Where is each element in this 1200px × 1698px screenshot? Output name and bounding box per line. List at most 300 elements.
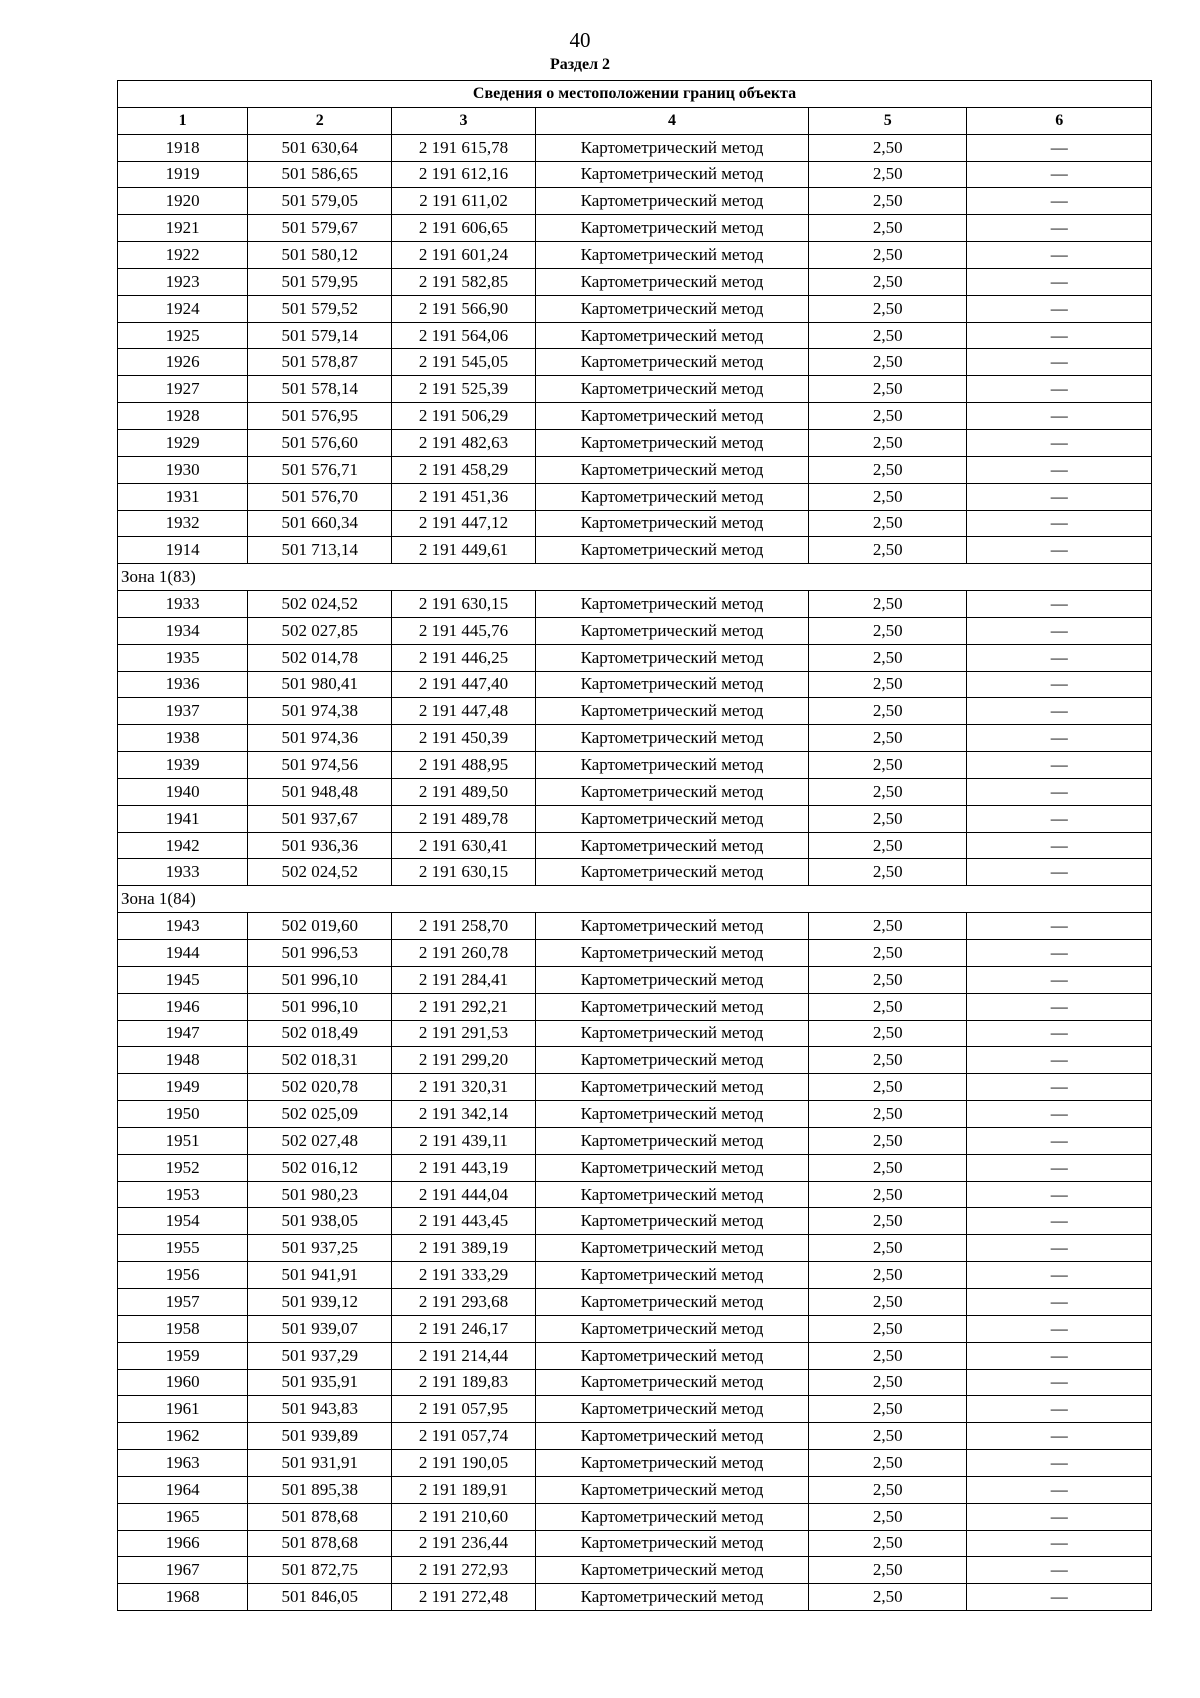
method-cell: Картометрический метод bbox=[535, 1450, 808, 1477]
description-cell: — bbox=[967, 1047, 1152, 1074]
point-number-cell: 1920 bbox=[118, 188, 248, 215]
method-cell: Картометрический метод bbox=[535, 403, 808, 430]
point-number-cell: 1922 bbox=[118, 242, 248, 269]
accuracy-cell: 2,50 bbox=[809, 215, 967, 242]
accuracy-cell: 2,50 bbox=[809, 1127, 967, 1154]
zone-label: Зона 1(84) bbox=[118, 886, 1152, 913]
x-coordinate-cell: 501 586,65 bbox=[248, 161, 392, 188]
x-coordinate-cell: 502 027,85 bbox=[248, 617, 392, 644]
accuracy-cell: 2,50 bbox=[809, 805, 967, 832]
method-cell: Картометрический метод bbox=[535, 591, 808, 618]
point-number-cell: 1933 bbox=[118, 591, 248, 618]
column-header: 4 bbox=[535, 107, 808, 134]
y-coordinate-cell: 2 191 447,12 bbox=[392, 510, 536, 537]
method-cell: Картометрический метод bbox=[535, 778, 808, 805]
accuracy-cell: 2,50 bbox=[809, 617, 967, 644]
accuracy-cell: 2,50 bbox=[809, 778, 967, 805]
accuracy-cell: 2,50 bbox=[809, 1396, 967, 1423]
description-cell: — bbox=[967, 1450, 1152, 1477]
method-cell: Картометрический метод bbox=[535, 966, 808, 993]
method-cell: Картометрический метод bbox=[535, 1181, 808, 1208]
description-cell: — bbox=[967, 1181, 1152, 1208]
table-row bbox=[118, 376, 1152, 403]
x-coordinate-cell: 501 580,12 bbox=[248, 242, 392, 269]
method-cell: Картометрический метод bbox=[535, 725, 808, 752]
x-coordinate-cell: 501 939,07 bbox=[248, 1315, 392, 1342]
accuracy-cell: 2,50 bbox=[809, 1181, 967, 1208]
method-cell: Картометрический метод bbox=[535, 671, 808, 698]
y-coordinate-cell: 2 191 445,76 bbox=[392, 617, 536, 644]
method-cell: Картометрический метод bbox=[535, 1423, 808, 1450]
method-cell: Картометрический метод bbox=[535, 1396, 808, 1423]
table-row bbox=[118, 1530, 1152, 1557]
table-row bbox=[118, 1074, 1152, 1101]
y-coordinate-cell: 2 191 189,91 bbox=[392, 1476, 536, 1503]
y-coordinate-cell: 2 191 488,95 bbox=[392, 752, 536, 779]
point-number-cell: 1956 bbox=[118, 1262, 248, 1289]
description-cell: — bbox=[967, 268, 1152, 295]
description-cell: — bbox=[967, 403, 1152, 430]
method-cell: Картометрический метод bbox=[535, 805, 808, 832]
x-coordinate-cell: 501 579,95 bbox=[248, 268, 392, 295]
y-coordinate-cell: 2 191 260,78 bbox=[392, 940, 536, 967]
table-row bbox=[118, 725, 1152, 752]
description-cell: — bbox=[967, 698, 1152, 725]
description-cell: — bbox=[967, 1503, 1152, 1530]
point-number-cell: 1924 bbox=[118, 295, 248, 322]
method-cell: Картометрический метод bbox=[535, 832, 808, 859]
y-coordinate-cell: 2 191 272,48 bbox=[392, 1584, 536, 1611]
accuracy-cell: 2,50 bbox=[809, 993, 967, 1020]
accuracy-cell: 2,50 bbox=[809, 752, 967, 779]
description-cell: — bbox=[967, 215, 1152, 242]
accuracy-cell: 2,50 bbox=[809, 295, 967, 322]
table-row bbox=[118, 483, 1152, 510]
table-row bbox=[118, 1557, 1152, 1584]
x-coordinate-cell: 501 974,56 bbox=[248, 752, 392, 779]
y-coordinate-cell: 2 191 291,53 bbox=[392, 1020, 536, 1047]
point-number-cell: 1951 bbox=[118, 1127, 248, 1154]
description-cell: — bbox=[967, 376, 1152, 403]
point-number-cell: 1959 bbox=[118, 1342, 248, 1369]
method-cell: Картометрический метод bbox=[535, 1530, 808, 1557]
description-cell: — bbox=[967, 832, 1152, 859]
point-number-cell: 1937 bbox=[118, 698, 248, 725]
description-cell: — bbox=[967, 993, 1152, 1020]
method-cell: Картометрический метод bbox=[535, 1369, 808, 1396]
point-number-cell: 1941 bbox=[118, 805, 248, 832]
x-coordinate-cell: 502 018,31 bbox=[248, 1047, 392, 1074]
accuracy-cell: 2,50 bbox=[809, 859, 967, 886]
description-cell: — bbox=[967, 1020, 1152, 1047]
method-cell: Картометрический метод bbox=[535, 617, 808, 644]
method-cell: Картометрический метод bbox=[535, 1154, 808, 1181]
x-coordinate-cell: 501 943,83 bbox=[248, 1396, 392, 1423]
y-coordinate-cell: 2 191 210,60 bbox=[392, 1503, 536, 1530]
description-cell: — bbox=[967, 322, 1152, 349]
y-coordinate-cell: 2 191 293,68 bbox=[392, 1288, 536, 1315]
point-number-cell: 1928 bbox=[118, 403, 248, 430]
x-coordinate-cell: 501 878,68 bbox=[248, 1530, 392, 1557]
y-coordinate-cell: 2 191 449,61 bbox=[392, 537, 536, 564]
x-coordinate-cell: 501 578,87 bbox=[248, 349, 392, 376]
y-coordinate-cell: 2 191 606,65 bbox=[392, 215, 536, 242]
table-row bbox=[118, 752, 1152, 779]
point-number-cell: 1963 bbox=[118, 1450, 248, 1477]
point-number-cell: 1923 bbox=[118, 268, 248, 295]
x-coordinate-cell: 501 938,05 bbox=[248, 1208, 392, 1235]
point-number-cell: 1968 bbox=[118, 1584, 248, 1611]
section-title: Раздел 2 bbox=[549, 56, 611, 73]
accuracy-cell: 2,50 bbox=[809, 456, 967, 483]
accuracy-cell: 2,50 bbox=[809, 1262, 967, 1289]
accuracy-cell: 2,50 bbox=[809, 1450, 967, 1477]
y-coordinate-cell: 2 191 246,17 bbox=[392, 1315, 536, 1342]
table-row bbox=[118, 456, 1152, 483]
y-coordinate-cell: 2 191 506,29 bbox=[392, 403, 536, 430]
description-cell: — bbox=[967, 1423, 1152, 1450]
point-number-cell: 1954 bbox=[118, 1208, 248, 1235]
x-coordinate-cell: 501 996,10 bbox=[248, 993, 392, 1020]
description-cell: — bbox=[967, 537, 1152, 564]
method-cell: Картометрический метод bbox=[535, 322, 808, 349]
y-coordinate-cell: 2 191 057,95 bbox=[392, 1396, 536, 1423]
x-coordinate-cell: 502 024,52 bbox=[248, 591, 392, 618]
description-cell: — bbox=[967, 1396, 1152, 1423]
x-coordinate-cell: 501 935,91 bbox=[248, 1369, 392, 1396]
point-number-cell: 1942 bbox=[118, 832, 248, 859]
y-coordinate-cell: 2 191 630,41 bbox=[392, 832, 536, 859]
y-coordinate-cell: 2 191 284,41 bbox=[392, 966, 536, 993]
y-coordinate-cell: 2 191 545,05 bbox=[392, 349, 536, 376]
column-header: 2 bbox=[248, 107, 392, 134]
table-row bbox=[118, 617, 1152, 644]
point-number-cell: 1927 bbox=[118, 376, 248, 403]
description-cell: — bbox=[967, 859, 1152, 886]
method-cell: Картометрический метод bbox=[535, 510, 808, 537]
x-coordinate-cell: 501 996,53 bbox=[248, 940, 392, 967]
accuracy-cell: 2,50 bbox=[809, 1557, 967, 1584]
accuracy-cell: 2,50 bbox=[809, 698, 967, 725]
accuracy-cell: 2,50 bbox=[809, 134, 967, 161]
y-coordinate-cell: 2 191 482,63 bbox=[392, 429, 536, 456]
x-coordinate-cell: 501 579,52 bbox=[248, 295, 392, 322]
x-coordinate-cell: 502 025,09 bbox=[248, 1101, 392, 1128]
method-cell: Картометрический метод bbox=[535, 456, 808, 483]
column-header-row bbox=[118, 107, 1152, 134]
table-row bbox=[118, 1262, 1152, 1289]
y-coordinate-cell: 2 191 299,20 bbox=[392, 1047, 536, 1074]
accuracy-cell: 2,50 bbox=[809, 376, 967, 403]
point-number-cell: 1925 bbox=[118, 322, 248, 349]
method-cell: Картометрический метод bbox=[535, 134, 808, 161]
y-coordinate-cell: 2 191 190,05 bbox=[392, 1450, 536, 1477]
x-coordinate-cell: 502 014,78 bbox=[248, 644, 392, 671]
x-coordinate-cell: 501 660,34 bbox=[248, 510, 392, 537]
point-number-cell: 1929 bbox=[118, 429, 248, 456]
table-row bbox=[118, 295, 1152, 322]
description-cell: — bbox=[967, 456, 1152, 483]
method-cell: Картометрический метод bbox=[535, 1074, 808, 1101]
x-coordinate-cell: 501 846,05 bbox=[248, 1584, 392, 1611]
accuracy-cell: 2,50 bbox=[809, 537, 967, 564]
description-cell: — bbox=[967, 1288, 1152, 1315]
method-cell: Картометрический метод bbox=[535, 188, 808, 215]
y-coordinate-cell: 2 191 292,21 bbox=[392, 993, 536, 1020]
y-coordinate-cell: 2 191 444,04 bbox=[392, 1181, 536, 1208]
accuracy-cell: 2,50 bbox=[809, 644, 967, 671]
point-number-cell: 1967 bbox=[118, 1557, 248, 1584]
description-cell: — bbox=[967, 644, 1152, 671]
point-number-cell: 1919 bbox=[118, 161, 248, 188]
point-number-cell: 1964 bbox=[118, 1476, 248, 1503]
method-cell: Картометрический метод bbox=[535, 161, 808, 188]
x-coordinate-cell: 501 576,95 bbox=[248, 403, 392, 430]
method-cell: Картометрический метод bbox=[535, 752, 808, 779]
x-coordinate-cell: 501 980,41 bbox=[248, 671, 392, 698]
point-number-cell: 1926 bbox=[118, 349, 248, 376]
accuracy-cell: 2,50 bbox=[809, 1047, 967, 1074]
x-coordinate-cell: 501 872,75 bbox=[248, 1557, 392, 1584]
accuracy-cell: 2,50 bbox=[809, 725, 967, 752]
point-number-cell: 1966 bbox=[118, 1530, 248, 1557]
table-row bbox=[118, 805, 1152, 832]
y-coordinate-cell: 2 191 342,14 bbox=[392, 1101, 536, 1128]
point-number-cell: 1955 bbox=[118, 1235, 248, 1262]
point-number-cell: 1948 bbox=[118, 1047, 248, 1074]
table-row bbox=[118, 1584, 1152, 1611]
point-number-cell: 1933 bbox=[118, 859, 248, 886]
method-cell: Картометрический метод bbox=[535, 1235, 808, 1262]
x-coordinate-cell: 501 579,05 bbox=[248, 188, 392, 215]
table-row bbox=[118, 134, 1152, 161]
y-coordinate-cell: 2 191 564,06 bbox=[392, 322, 536, 349]
method-cell: Картометрический метод bbox=[535, 859, 808, 886]
description-cell: — bbox=[967, 1235, 1152, 1262]
x-coordinate-cell: 502 020,78 bbox=[248, 1074, 392, 1101]
x-coordinate-cell: 501 974,36 bbox=[248, 725, 392, 752]
accuracy-cell: 2,50 bbox=[809, 1235, 967, 1262]
table-row bbox=[118, 510, 1152, 537]
table-row bbox=[118, 966, 1152, 993]
accuracy-cell: 2,50 bbox=[809, 161, 967, 188]
description-cell: — bbox=[967, 1369, 1152, 1396]
accuracy-cell: 2,50 bbox=[809, 1369, 967, 1396]
y-coordinate-cell: 2 191 630,15 bbox=[392, 591, 536, 618]
accuracy-cell: 2,50 bbox=[809, 1530, 967, 1557]
method-cell: Картометрический метод bbox=[535, 376, 808, 403]
table-row bbox=[118, 1020, 1152, 1047]
method-cell: Картометрический метод bbox=[535, 1208, 808, 1235]
method-cell: Картометрический метод bbox=[535, 1584, 808, 1611]
point-number-cell: 1950 bbox=[118, 1101, 248, 1128]
x-coordinate-cell: 501 939,89 bbox=[248, 1423, 392, 1450]
point-number-cell: 1931 bbox=[118, 483, 248, 510]
description-cell: — bbox=[967, 940, 1152, 967]
y-coordinate-cell: 2 191 611,02 bbox=[392, 188, 536, 215]
x-coordinate-cell: 501 941,91 bbox=[248, 1262, 392, 1289]
description-cell: — bbox=[967, 913, 1152, 940]
x-coordinate-cell: 501 578,14 bbox=[248, 376, 392, 403]
y-coordinate-cell: 2 191 272,93 bbox=[392, 1557, 536, 1584]
accuracy-cell: 2,50 bbox=[809, 322, 967, 349]
table-row bbox=[118, 1503, 1152, 1530]
y-coordinate-cell: 2 191 447,40 bbox=[392, 671, 536, 698]
zone-label: Зона 1(83) bbox=[118, 564, 1152, 591]
table-row bbox=[118, 1369, 1152, 1396]
table-row bbox=[118, 698, 1152, 725]
description-cell: — bbox=[967, 188, 1152, 215]
description-cell: — bbox=[967, 1074, 1152, 1101]
accuracy-cell: 2,50 bbox=[809, 1074, 967, 1101]
description-cell: — bbox=[967, 1101, 1152, 1128]
zone-header-row bbox=[118, 886, 1152, 913]
accuracy-cell: 2,50 bbox=[809, 403, 967, 430]
table-row bbox=[118, 268, 1152, 295]
description-cell: — bbox=[967, 134, 1152, 161]
y-coordinate-cell: 2 191 446,25 bbox=[392, 644, 536, 671]
zone-header-row bbox=[118, 564, 1152, 591]
description-cell: — bbox=[967, 1530, 1152, 1557]
description-cell: — bbox=[967, 1262, 1152, 1289]
y-coordinate-cell: 2 191 258,70 bbox=[392, 913, 536, 940]
method-cell: Картометрический метод bbox=[535, 1288, 808, 1315]
point-number-cell: 1921 bbox=[118, 215, 248, 242]
method-cell: Картометрический метод bbox=[535, 993, 808, 1020]
description-cell: — bbox=[967, 591, 1152, 618]
method-cell: Картометрический метод bbox=[535, 913, 808, 940]
column-header: 5 bbox=[809, 107, 967, 134]
method-cell: Картометрический метод bbox=[535, 1101, 808, 1128]
point-number-cell: 1938 bbox=[118, 725, 248, 752]
column-header: 3 bbox=[392, 107, 536, 134]
x-coordinate-cell: 501 713,14 bbox=[248, 537, 392, 564]
method-cell: Картометрический метод bbox=[535, 698, 808, 725]
description-cell: — bbox=[967, 805, 1152, 832]
table-row bbox=[118, 1181, 1152, 1208]
y-coordinate-cell: 2 191 236,44 bbox=[392, 1530, 536, 1557]
x-coordinate-cell: 501 576,70 bbox=[248, 483, 392, 510]
x-coordinate-cell: 502 016,12 bbox=[248, 1154, 392, 1181]
description-cell: — bbox=[967, 1315, 1152, 1342]
accuracy-cell: 2,50 bbox=[809, 671, 967, 698]
x-coordinate-cell: 501 948,48 bbox=[248, 778, 392, 805]
x-coordinate-cell: 501 939,12 bbox=[248, 1288, 392, 1315]
table-row bbox=[118, 349, 1152, 376]
x-coordinate-cell: 501 878,68 bbox=[248, 1503, 392, 1530]
point-number-cell: 1934 bbox=[118, 617, 248, 644]
description-cell: — bbox=[967, 671, 1152, 698]
method-cell: Картометрический метод bbox=[535, 1262, 808, 1289]
description-cell: — bbox=[967, 1208, 1152, 1235]
method-cell: Картометрический метод bbox=[535, 268, 808, 295]
point-number-cell: 1962 bbox=[118, 1423, 248, 1450]
x-coordinate-cell: 501 576,60 bbox=[248, 429, 392, 456]
y-coordinate-cell: 2 191 566,90 bbox=[392, 295, 536, 322]
y-coordinate-cell: 2 191 333,29 bbox=[392, 1262, 536, 1289]
description-cell: — bbox=[967, 617, 1152, 644]
table-row bbox=[118, 1127, 1152, 1154]
x-coordinate-cell: 501 931,91 bbox=[248, 1450, 392, 1477]
description-cell: — bbox=[967, 510, 1152, 537]
table-row bbox=[118, 215, 1152, 242]
table-row bbox=[118, 1101, 1152, 1128]
description-cell: — bbox=[967, 295, 1152, 322]
y-coordinate-cell: 2 191 450,39 bbox=[392, 725, 536, 752]
description-cell: — bbox=[967, 1154, 1152, 1181]
table-row bbox=[118, 778, 1152, 805]
accuracy-cell: 2,50 bbox=[809, 832, 967, 859]
accuracy-cell: 2,50 bbox=[809, 349, 967, 376]
accuracy-cell: 2,50 bbox=[809, 1208, 967, 1235]
point-number-cell: 1932 bbox=[118, 510, 248, 537]
table-row bbox=[118, 993, 1152, 1020]
table-row bbox=[118, 1315, 1152, 1342]
accuracy-cell: 2,50 bbox=[809, 1101, 967, 1128]
table-row bbox=[118, 188, 1152, 215]
accuracy-cell: 2,50 bbox=[809, 1288, 967, 1315]
description-cell: — bbox=[967, 966, 1152, 993]
accuracy-cell: 2,50 bbox=[809, 940, 967, 967]
x-coordinate-cell: 501 579,14 bbox=[248, 322, 392, 349]
y-coordinate-cell: 2 191 189,83 bbox=[392, 1369, 536, 1396]
description-cell: — bbox=[967, 1476, 1152, 1503]
method-cell: Картометрический метод bbox=[535, 349, 808, 376]
y-coordinate-cell: 2 191 582,85 bbox=[392, 268, 536, 295]
column-header: 1 bbox=[118, 107, 248, 134]
accuracy-cell: 2,50 bbox=[809, 1154, 967, 1181]
y-coordinate-cell: 2 191 443,19 bbox=[392, 1154, 536, 1181]
point-number-cell: 1946 bbox=[118, 993, 248, 1020]
y-coordinate-cell: 2 191 630,15 bbox=[392, 859, 536, 886]
table-row bbox=[118, 1450, 1152, 1477]
method-cell: Картометрический метод bbox=[535, 1020, 808, 1047]
accuracy-cell: 2,50 bbox=[809, 1476, 967, 1503]
x-coordinate-cell: 501 895,38 bbox=[248, 1476, 392, 1503]
accuracy-cell: 2,50 bbox=[809, 1020, 967, 1047]
page-number: 40 bbox=[569, 28, 591, 52]
method-cell: Картометрический метод bbox=[535, 1342, 808, 1369]
description-cell: — bbox=[967, 1557, 1152, 1584]
y-coordinate-cell: 2 191 612,16 bbox=[392, 161, 536, 188]
point-number-cell: 1965 bbox=[118, 1503, 248, 1530]
method-cell: Картометрический метод bbox=[535, 295, 808, 322]
x-coordinate-cell: 501 936,36 bbox=[248, 832, 392, 859]
x-coordinate-cell: 502 019,60 bbox=[248, 913, 392, 940]
method-cell: Картометрический метод bbox=[535, 1047, 808, 1074]
y-coordinate-cell: 2 191 458,29 bbox=[392, 456, 536, 483]
table-row bbox=[118, 242, 1152, 269]
table-row bbox=[118, 859, 1152, 886]
x-coordinate-cell: 501 579,67 bbox=[248, 215, 392, 242]
table-row bbox=[118, 1208, 1152, 1235]
point-number-cell: 1936 bbox=[118, 671, 248, 698]
description-cell: — bbox=[967, 752, 1152, 779]
description-cell: — bbox=[967, 483, 1152, 510]
y-coordinate-cell: 2 191 214,44 bbox=[392, 1342, 536, 1369]
table-row bbox=[118, 940, 1152, 967]
x-coordinate-cell: 501 996,10 bbox=[248, 966, 392, 993]
accuracy-cell: 2,50 bbox=[809, 966, 967, 993]
x-coordinate-cell: 501 980,23 bbox=[248, 1181, 392, 1208]
accuracy-cell: 2,50 bbox=[809, 510, 967, 537]
table-row bbox=[118, 403, 1152, 430]
table-title: Сведения о местоположении границ объекта bbox=[118, 81, 1152, 108]
description-cell: — bbox=[967, 725, 1152, 752]
x-coordinate-cell: 502 027,48 bbox=[248, 1127, 392, 1154]
table-row bbox=[118, 1476, 1152, 1503]
point-number-cell: 1958 bbox=[118, 1315, 248, 1342]
